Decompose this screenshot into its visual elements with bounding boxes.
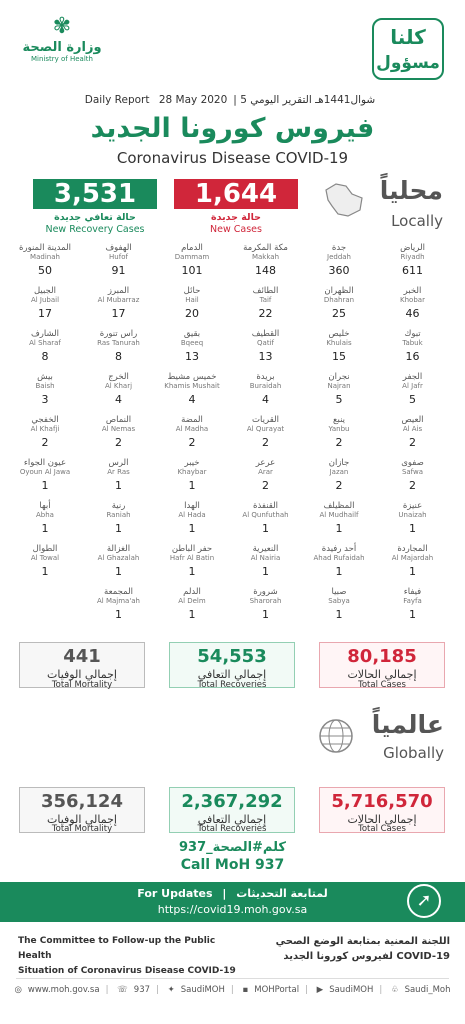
city-name-en: Qatif: [257, 339, 274, 347]
city-name-ar: صفوى: [401, 458, 424, 468]
city-name-en: Baish: [35, 382, 55, 390]
city-name-en: Makkah: [251, 253, 280, 261]
city-case-count: 17: [38, 307, 52, 320]
city-name-ar: القنفذة: [252, 501, 279, 511]
city-cell: [380, 544, 446, 582]
committee-en-line1: The Committee to Follow-up the Public Health: [18, 936, 216, 961]
city-name-en: Sharorah: [249, 597, 282, 605]
local-mortality-en: Total Mortality: [51, 680, 113, 690]
city-name-ar: الجفر: [402, 372, 423, 382]
city-cell: [233, 286, 299, 324]
city-name-en: Dammam: [174, 253, 210, 261]
local-mortality-ar: إجمالي الوفيات: [47, 668, 117, 681]
city-case-count: 2: [335, 436, 343, 449]
city-name-en: Dhahran: [323, 296, 355, 304]
committee-en-line2: Situation of Coronavirus Disease COVID-19: [18, 966, 236, 976]
city-cell: [380, 329, 446, 367]
city-name-ar: حائل: [183, 286, 201, 296]
city-case-count: 1: [335, 522, 343, 535]
city-case-count: 101: [181, 264, 203, 277]
city-name-ar: راس تنورة: [99, 329, 138, 339]
city-name-ar: الدمام: [181, 243, 203, 253]
city-name-en: Ahad Rufaidah: [313, 554, 365, 562]
city-name-ar: الخبر: [403, 286, 422, 296]
city-name-en: Oyoun Al Jawa: [19, 468, 71, 476]
city-name-en: Al Nemas: [101, 425, 136, 433]
city-name-ar: الدلم: [183, 587, 201, 597]
city-cell: [380, 415, 446, 453]
city-name-en: Al Ais: [402, 425, 423, 433]
city-name-ar: الغزالة: [106, 544, 131, 554]
city-cell: [233, 544, 299, 582]
committee-ar-line1: اللجنة المعنية بمتابعة الوضع الصحي: [275, 936, 450, 947]
city-case-count: 2: [409, 436, 416, 449]
city-name-ar: الخفجي: [31, 415, 59, 425]
footer-portal[interactable]: MOHPortal: [254, 985, 300, 995]
page-title-ar: فيروس كورونا الجديد: [90, 113, 375, 144]
new-recovery-en: New Recovery Cases: [45, 224, 145, 235]
footer-phone[interactable]: 937: [133, 985, 151, 995]
local-cases-value: 80,185: [347, 646, 417, 667]
city-case-count: 8: [41, 350, 49, 363]
footer-twitter[interactable]: SaudiMOH: [180, 985, 225, 995]
city-case-count: 1: [188, 565, 196, 578]
local-mortality-value: 441: [63, 646, 101, 667]
city-name-ar: أحد رفيدة: [321, 544, 357, 554]
city-name-en: Hafr Al Batin: [169, 554, 215, 562]
updates-en: For Updates: [137, 887, 213, 900]
new-cases-label: [174, 212, 298, 236]
city-case-count: 2: [188, 436, 196, 449]
city-cell: [12, 243, 78, 281]
city-case-count: 16: [405, 350, 420, 363]
city-name-en: Al Madha: [175, 425, 209, 433]
city-name-en: Arar: [258, 468, 273, 476]
city-name-en: Ar Ras: [107, 468, 130, 476]
external-link-arrow-icon[interactable]: ➚: [407, 884, 441, 918]
city-name-en: Bqeeq: [180, 339, 204, 347]
city-name-ar: المضة: [181, 415, 203, 425]
city-cell: [380, 587, 446, 625]
city-name-ar: الجبيل: [33, 286, 56, 296]
city-name-en: Al Qurayat: [246, 425, 285, 433]
city-case-count: 2: [115, 436, 122, 449]
city-cell: [306, 458, 372, 496]
local-recoveries-en: Total Recoveries: [197, 680, 267, 690]
city-case-count: 1: [115, 479, 122, 492]
city-name-ar: جدة: [331, 243, 347, 253]
city-cell: [306, 501, 372, 539]
city-cell: [233, 372, 299, 410]
city-case-count: 2: [262, 436, 269, 449]
moh-name-en: Ministry of Health: [31, 55, 93, 63]
city-cell: [159, 286, 225, 324]
city-case-count: 148: [255, 264, 276, 277]
facebook-icon: ▪: [242, 985, 249, 995]
city-name-ar: الهدا: [184, 501, 200, 511]
city-name-ar: النعيرية: [252, 544, 279, 554]
city-name-ar: ينبع: [332, 415, 346, 425]
city-name-en: Al Jafr: [402, 382, 423, 390]
city-cell: [86, 415, 152, 453]
city-cell: [306, 544, 372, 582]
city-case-count: 360: [328, 264, 350, 277]
city-cell: [159, 243, 225, 281]
city-name-en: Al Ghazalah: [97, 554, 140, 562]
city-case-count: 13: [258, 350, 273, 363]
city-name-en: Al Majma'ah: [97, 597, 140, 605]
city-name-ar: المجمعة: [104, 587, 133, 597]
city-name-ar: أبها: [39, 501, 51, 511]
city-name-en: Najran: [327, 382, 351, 390]
city-case-count: 1: [188, 479, 196, 492]
city-name-ar: النماص: [105, 415, 132, 425]
city-cell: [159, 458, 225, 496]
city-case-count: 1: [335, 608, 343, 621]
city-case-count: 1: [115, 565, 122, 578]
globally-ar: عالمياً: [371, 710, 444, 739]
city-name-ar: خيبر: [184, 458, 200, 468]
report-line: Daily Report 28 May 2020 | 5 شوال1441هـ التقرير اليومي: [84, 94, 376, 106]
city-name-en: Al Towal: [30, 554, 60, 562]
city-name-ar: عنيزة: [402, 501, 423, 511]
city-case-count: 1: [262, 608, 269, 621]
city-cell: [86, 458, 152, 496]
city-case-count: 50: [38, 264, 52, 277]
city-case-count: 1: [188, 522, 196, 535]
city-name-ar: المجاردة: [397, 544, 428, 554]
city-cell: [159, 329, 225, 367]
hashtag-ar: كلم#الصحة_937: [179, 840, 286, 855]
city-cell: [306, 372, 372, 410]
city-name-ar: الشارف: [30, 329, 60, 339]
city-name-ar: القطيف: [251, 329, 280, 339]
city-case-count: 1: [409, 608, 416, 621]
city-case-count: 1: [262, 522, 269, 535]
city-case-count: 1: [409, 565, 416, 578]
city-cell: [12, 458, 78, 496]
city-cell: [380, 501, 446, 539]
city-name-en: Jeddah: [327, 253, 351, 261]
city-name-en: Al Qunfuthah: [242, 511, 289, 519]
report-en: Daily Report: [84, 94, 150, 106]
city-case-count: 2: [41, 436, 49, 449]
phone-icon: ☏: [117, 985, 128, 995]
new-recovery-value: 3,531: [33, 179, 157, 209]
city-case-count: 91: [111, 264, 126, 277]
kulluna-line1: كلنا: [390, 25, 426, 49]
global-mortality-en: Total Mortality: [51, 824, 113, 834]
local-cases-ar: إجمالي الحالات: [347, 668, 417, 681]
city-name-en: Al Mubarraz: [97, 296, 140, 304]
city-name-ar: عيون الجواء: [23, 458, 67, 468]
city-name-ar: فيفاء: [403, 587, 422, 597]
city-cell: [159, 587, 225, 625]
saudi-map-icon: [322, 180, 366, 220]
global-mortality-value: 356,124: [41, 791, 123, 812]
city-cell: [306, 587, 372, 625]
city-name-en: Tabuk: [402, 339, 423, 347]
city-name-ar: الظهران: [324, 286, 354, 296]
footer-divider: [16, 978, 449, 979]
committee-ar-line2: لفيروس كورونا الجديد COVID-19: [283, 951, 450, 962]
city-cell: [233, 458, 299, 496]
city-name-en: Khulais: [326, 339, 352, 347]
city-case-count: 17: [111, 307, 126, 320]
report-greg: 28 May 2020: [158, 94, 228, 106]
city-cell: [12, 286, 78, 324]
global-cases-en: Total Cases: [358, 824, 406, 834]
city-name-ar: تبوك: [404, 329, 421, 339]
city-case-count: 1: [41, 479, 49, 492]
city-name-ar: الهفوف: [105, 243, 132, 253]
local-cases-en: Total Cases: [358, 680, 406, 690]
city-name-ar: الطوال: [32, 544, 58, 554]
city-cell: [86, 587, 152, 625]
globe-icon: [318, 718, 354, 754]
city-cell: [159, 501, 225, 539]
twitter-icon: ✦: [167, 985, 175, 995]
city-case-count: 4: [188, 393, 196, 406]
call-moh[interactable]: Call MoH 937: [180, 857, 285, 873]
city-name-ar: المدينة المنورة: [19, 243, 71, 253]
city-cell: [233, 587, 299, 625]
city-name-en: Sabya: [328, 597, 350, 605]
city-cell: [380, 243, 446, 281]
city-name-en: Khamis Mushait: [164, 382, 220, 390]
city-case-count: 5: [409, 393, 416, 406]
new-cases-en: New Cases: [210, 224, 262, 235]
city-name-en: Al Hada: [178, 511, 206, 519]
global-recoveries-ar: إجمالي التعافي: [197, 813, 267, 826]
city-case-count: 611: [402, 264, 423, 277]
city-cell: [86, 329, 152, 367]
city-cell: [12, 544, 78, 582]
city-name-en: Unaizah: [398, 511, 427, 519]
city-name-en: Hufof: [109, 253, 128, 261]
city-name-en: Hail: [185, 296, 199, 304]
city-name-ar: القريات: [252, 415, 279, 425]
city-name-ar: جازان: [328, 458, 350, 468]
locally-header: [322, 176, 447, 236]
city-name-en: Khaybar: [177, 468, 207, 476]
city-name-ar: شرورة: [253, 587, 278, 597]
city-cell: [86, 501, 152, 539]
city-name-en: Khobar: [400, 296, 425, 304]
footer-links: ◎ www.moh.gov.sa | ☏ 937 | ✦ SaudiMOH | ▪ MOHPortal | ▶ SaudiMOH | ♧ Saudi_Moh: [14, 985, 451, 995]
city-cell: [233, 415, 299, 453]
youtube-icon: ▶: [316, 985, 324, 995]
city-name-en: Ras Tanurah: [97, 339, 140, 347]
globally-en: Globally: [383, 744, 444, 762]
city-case-count: 20: [185, 307, 199, 320]
city-name-en: Al Sharaf: [29, 339, 61, 347]
city-case-count: 2: [409, 479, 416, 492]
city-name-ar: خليص: [328, 329, 350, 339]
city-cell: [159, 372, 225, 410]
report-ar: التقرير اليومي: [250, 94, 312, 106]
city-cell: [12, 501, 78, 539]
report-hijri: 5 شوال1441هـ: [240, 94, 376, 106]
city-case-count: 2: [262, 479, 269, 492]
local-recoveries-value: 54,553: [197, 646, 267, 667]
city-name-ar: صبيا: [331, 587, 347, 597]
city-name-ar: الرس: [108, 458, 129, 468]
committee-en: [18, 934, 248, 979]
city-name-en: Al Jubail: [30, 296, 60, 304]
city-name-ar: بريدة: [256, 372, 275, 382]
city-name-ar: الخرج: [108, 372, 129, 382]
city-name-en: Raniah: [106, 511, 131, 519]
city-case-count: 4: [115, 393, 122, 406]
city-name-en: Al Majardah: [391, 554, 434, 562]
page-title-en: Coronavirus Disease COVID-19: [116, 149, 349, 167]
global-recoveries-en: Total Recoveries: [197, 824, 267, 834]
footer-snap[interactable]: Saudi_Moh: [404, 985, 451, 995]
city-cell: [380, 458, 446, 496]
city-cell: [233, 243, 299, 281]
new-cases-value: 1,644: [174, 179, 298, 209]
city-case-count: 1: [41, 522, 49, 535]
new-recovery-ar: حالة تعافي جديدة: [54, 212, 136, 223]
city-case-count: 1: [188, 608, 196, 621]
global-cases-value: 5,716,570: [331, 791, 433, 812]
city-name-ar: مكة المكرمة: [243, 243, 288, 253]
new-cases-ar: حالة جديدة: [210, 212, 262, 223]
city-case-count: 13: [185, 350, 199, 363]
city-cell: [86, 544, 152, 582]
moh-logo: [18, 14, 106, 84]
city-case-count: 1: [115, 522, 122, 535]
city-name-en: Fayfa: [403, 597, 422, 605]
local-recoveries-ar: إجمالي التعافي: [197, 668, 267, 681]
city-name-en: Abha: [36, 511, 54, 519]
city-name-en: Al Nairia: [250, 554, 281, 562]
city-cell: [159, 415, 225, 453]
city-case-count: 1: [262, 565, 269, 578]
city-name-en: Al Kharj: [104, 382, 133, 390]
locally-ar: محلياً: [379, 176, 443, 205]
city-case-count: 2: [335, 479, 343, 492]
city-cell: [233, 329, 299, 367]
city-name-en: Madinah: [30, 253, 60, 261]
updates-bar: [0, 882, 465, 922]
city-cell: [86, 286, 152, 324]
city-name-en: Safwa: [401, 468, 424, 476]
footer-web[interactable]: www.moh.gov.sa: [27, 985, 100, 995]
city-name-ar: حفر الباطن: [171, 544, 213, 554]
locally-en: Locally: [391, 212, 443, 230]
city-name-ar: نجران: [328, 372, 350, 382]
city-name-ar: عرعر: [255, 458, 276, 468]
city-name-en: Jazan: [329, 468, 349, 476]
city-case-count: 1: [115, 608, 122, 621]
city-name-ar: رنية: [111, 501, 126, 511]
global-mortality-ar: إجمالي الوفيات: [47, 813, 117, 826]
city-cell: [159, 544, 225, 582]
committee-ar: [250, 934, 450, 964]
city-name-ar: المظيلف: [323, 501, 355, 511]
city-case-count: 1: [409, 522, 416, 535]
city-name-ar: بيش: [37, 372, 53, 382]
footer-youtube[interactable]: SaudiMOH: [329, 985, 374, 995]
city-name-ar: الرياض: [400, 243, 425, 253]
city-grid: [12, 243, 454, 633]
city-case-count: 46: [405, 307, 420, 320]
city-case-count: 22: [258, 307, 273, 320]
city-name-ar: خميس مشيط: [167, 372, 217, 382]
new-recovery-label: [33, 212, 157, 236]
updates-ar: لمتابعة التحديثات: [236, 887, 328, 900]
web-icon: ◎: [14, 985, 22, 995]
kulluna-line2: مسؤول: [376, 53, 440, 73]
global-cases-ar: إجمالي الحالات: [347, 813, 417, 826]
city-case-count: 15: [332, 350, 346, 363]
city-case-count: 4: [262, 393, 269, 406]
city-case-count: 8: [115, 350, 122, 363]
city-cell: [12, 415, 78, 453]
city-name-ar: المبرز: [107, 286, 130, 296]
city-cell: [306, 243, 372, 281]
city-cell: [12, 372, 78, 410]
city-cell: [380, 286, 446, 324]
city-case-count: 5: [335, 393, 343, 406]
city-name-en: Buraidah: [249, 382, 282, 390]
city-case-count: 1: [41, 565, 49, 578]
city-case-count: 25: [332, 307, 346, 320]
palm-swords-icon: ✾: [52, 14, 72, 39]
city-cell: [380, 372, 446, 410]
city-cell: [306, 329, 372, 367]
city-name-en: Al Delm: [178, 597, 206, 605]
city-cell: [86, 372, 152, 410]
city-name-en: Riyadh: [400, 253, 425, 261]
city-name-en: Al Mudhailf: [319, 511, 359, 519]
kulluna-masool-logo: [372, 18, 444, 80]
city-cell: [12, 329, 78, 367]
updates-url[interactable]: https://covid19.moh.gov.sa: [157, 903, 308, 916]
global-recoveries-value: 2,367,292: [181, 791, 283, 812]
city-name-en: Al Khafji: [30, 425, 60, 433]
city-cell: [306, 415, 372, 453]
moh-name-ar: وزارة الصحة: [22, 40, 102, 55]
city-case-count: 1: [335, 565, 343, 578]
city-name-en: Taif: [259, 296, 272, 304]
city-name-en: Yanbu: [328, 425, 350, 433]
updates-title: For Updates | لمتابعة التحديثات: [137, 887, 328, 900]
city-cell: [306, 286, 372, 324]
city-name-ar: بقيق: [183, 329, 201, 339]
snapchat-icon: ♧: [390, 985, 399, 995]
city-name-ar: العيص: [401, 415, 424, 425]
city-case-count: 3: [41, 393, 49, 406]
city-name-ar: الطائف: [252, 286, 279, 296]
globally-header: [318, 710, 448, 772]
city-cell: [233, 501, 299, 539]
city-cell: [86, 243, 152, 281]
